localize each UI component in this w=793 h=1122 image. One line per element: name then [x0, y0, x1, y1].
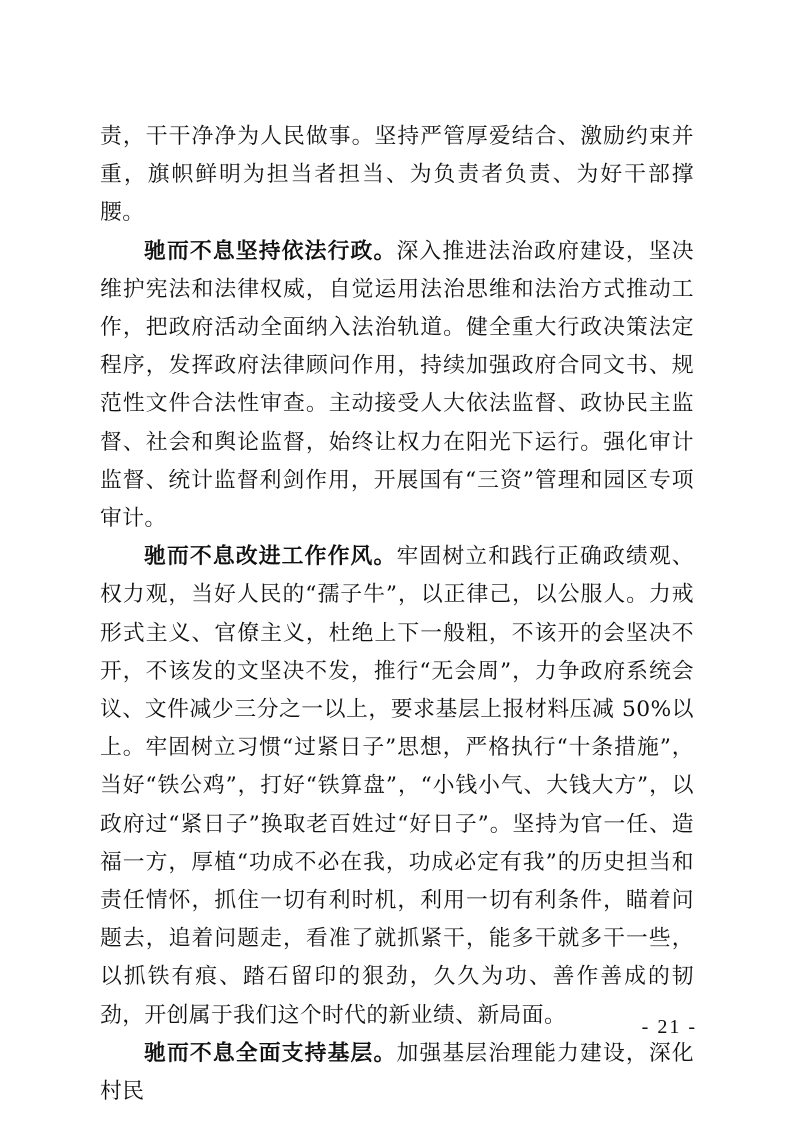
paragraph-grassroots: [100, 1035, 694, 1111]
paragraph-work-style: [100, 538, 694, 1035]
paragraph-text: 责，干干净净为人民做事。坚持严管厚爱结合、激励约束并重，旗帜鲜明为担当者担当、为负责者负责、为好干部撑腰。: [100, 124, 694, 226]
page-number: - 21 -: [641, 1016, 697, 1038]
document-body: [100, 118, 694, 1111]
paragraph-text: 深入推进法治政府建设，坚决维护宪法和法律权威，自觉运用法治思维和法治方式推动工作，把政府活动全面纳入法治轨道。健全重大行政决策法定程序，发挥政府法律顾问作用，持续加强政府合同文书、规范性文件合法性审查。主动接受人大依法监督、政协民主监督、社会和舆论监督，始终让权力在阳光下运行。强化审计监督、统计监督利剑作用，开展国有“三资”管理和园区专项审计。: [100, 238, 695, 532]
paragraph-heading: 驰而不息改进工作作风。: [144, 544, 397, 570]
paragraph-text: 加强基层治理能力建设，深化村民: [100, 1040, 695, 1105]
paragraph-heading: 驰而不息坚持依法行政。: [144, 238, 397, 264]
paragraph-heading: 驰而不息全面支持基层。: [144, 1040, 397, 1066]
paragraph-rule-of-law: [100, 233, 694, 539]
paragraph-continuation: [100, 118, 694, 233]
paragraph-text: 牢固树立和践行正确政绩观、权力观，当好人民的“孺子牛”，以正律己，以公服人。力戒形式主义、官僚主义，杜绝上下一般粗，不该开的会坚决不开，不该发的文坚决不发，推行“无会周”，力争政府系统会议、文件减少三分之一以上，要求基层上报材料压减 50%以上。牢固树立习惯“过紧日子”思想，严格执行“十条措施”，当好“铁公鸡”，打好“铁算盘”，“小钱小气、大钱大方”，以政府过“紧日子”换取老百姓过“好日子”。坚持为官一任、造福一方，厚植“功成不必在我，功成必定有我”的历史担当和责任情怀，抓住一切有利时机，利用一切有利条件，瞄着问题去，追着问题走，看准了就抓紧干，能多干就多干一些，以抓铁有痕、踏石留印的狠劲，久久为功、善作善成的韧劲，开创属于我们这个时代的新业绩、新局面。: [100, 544, 695, 1028]
